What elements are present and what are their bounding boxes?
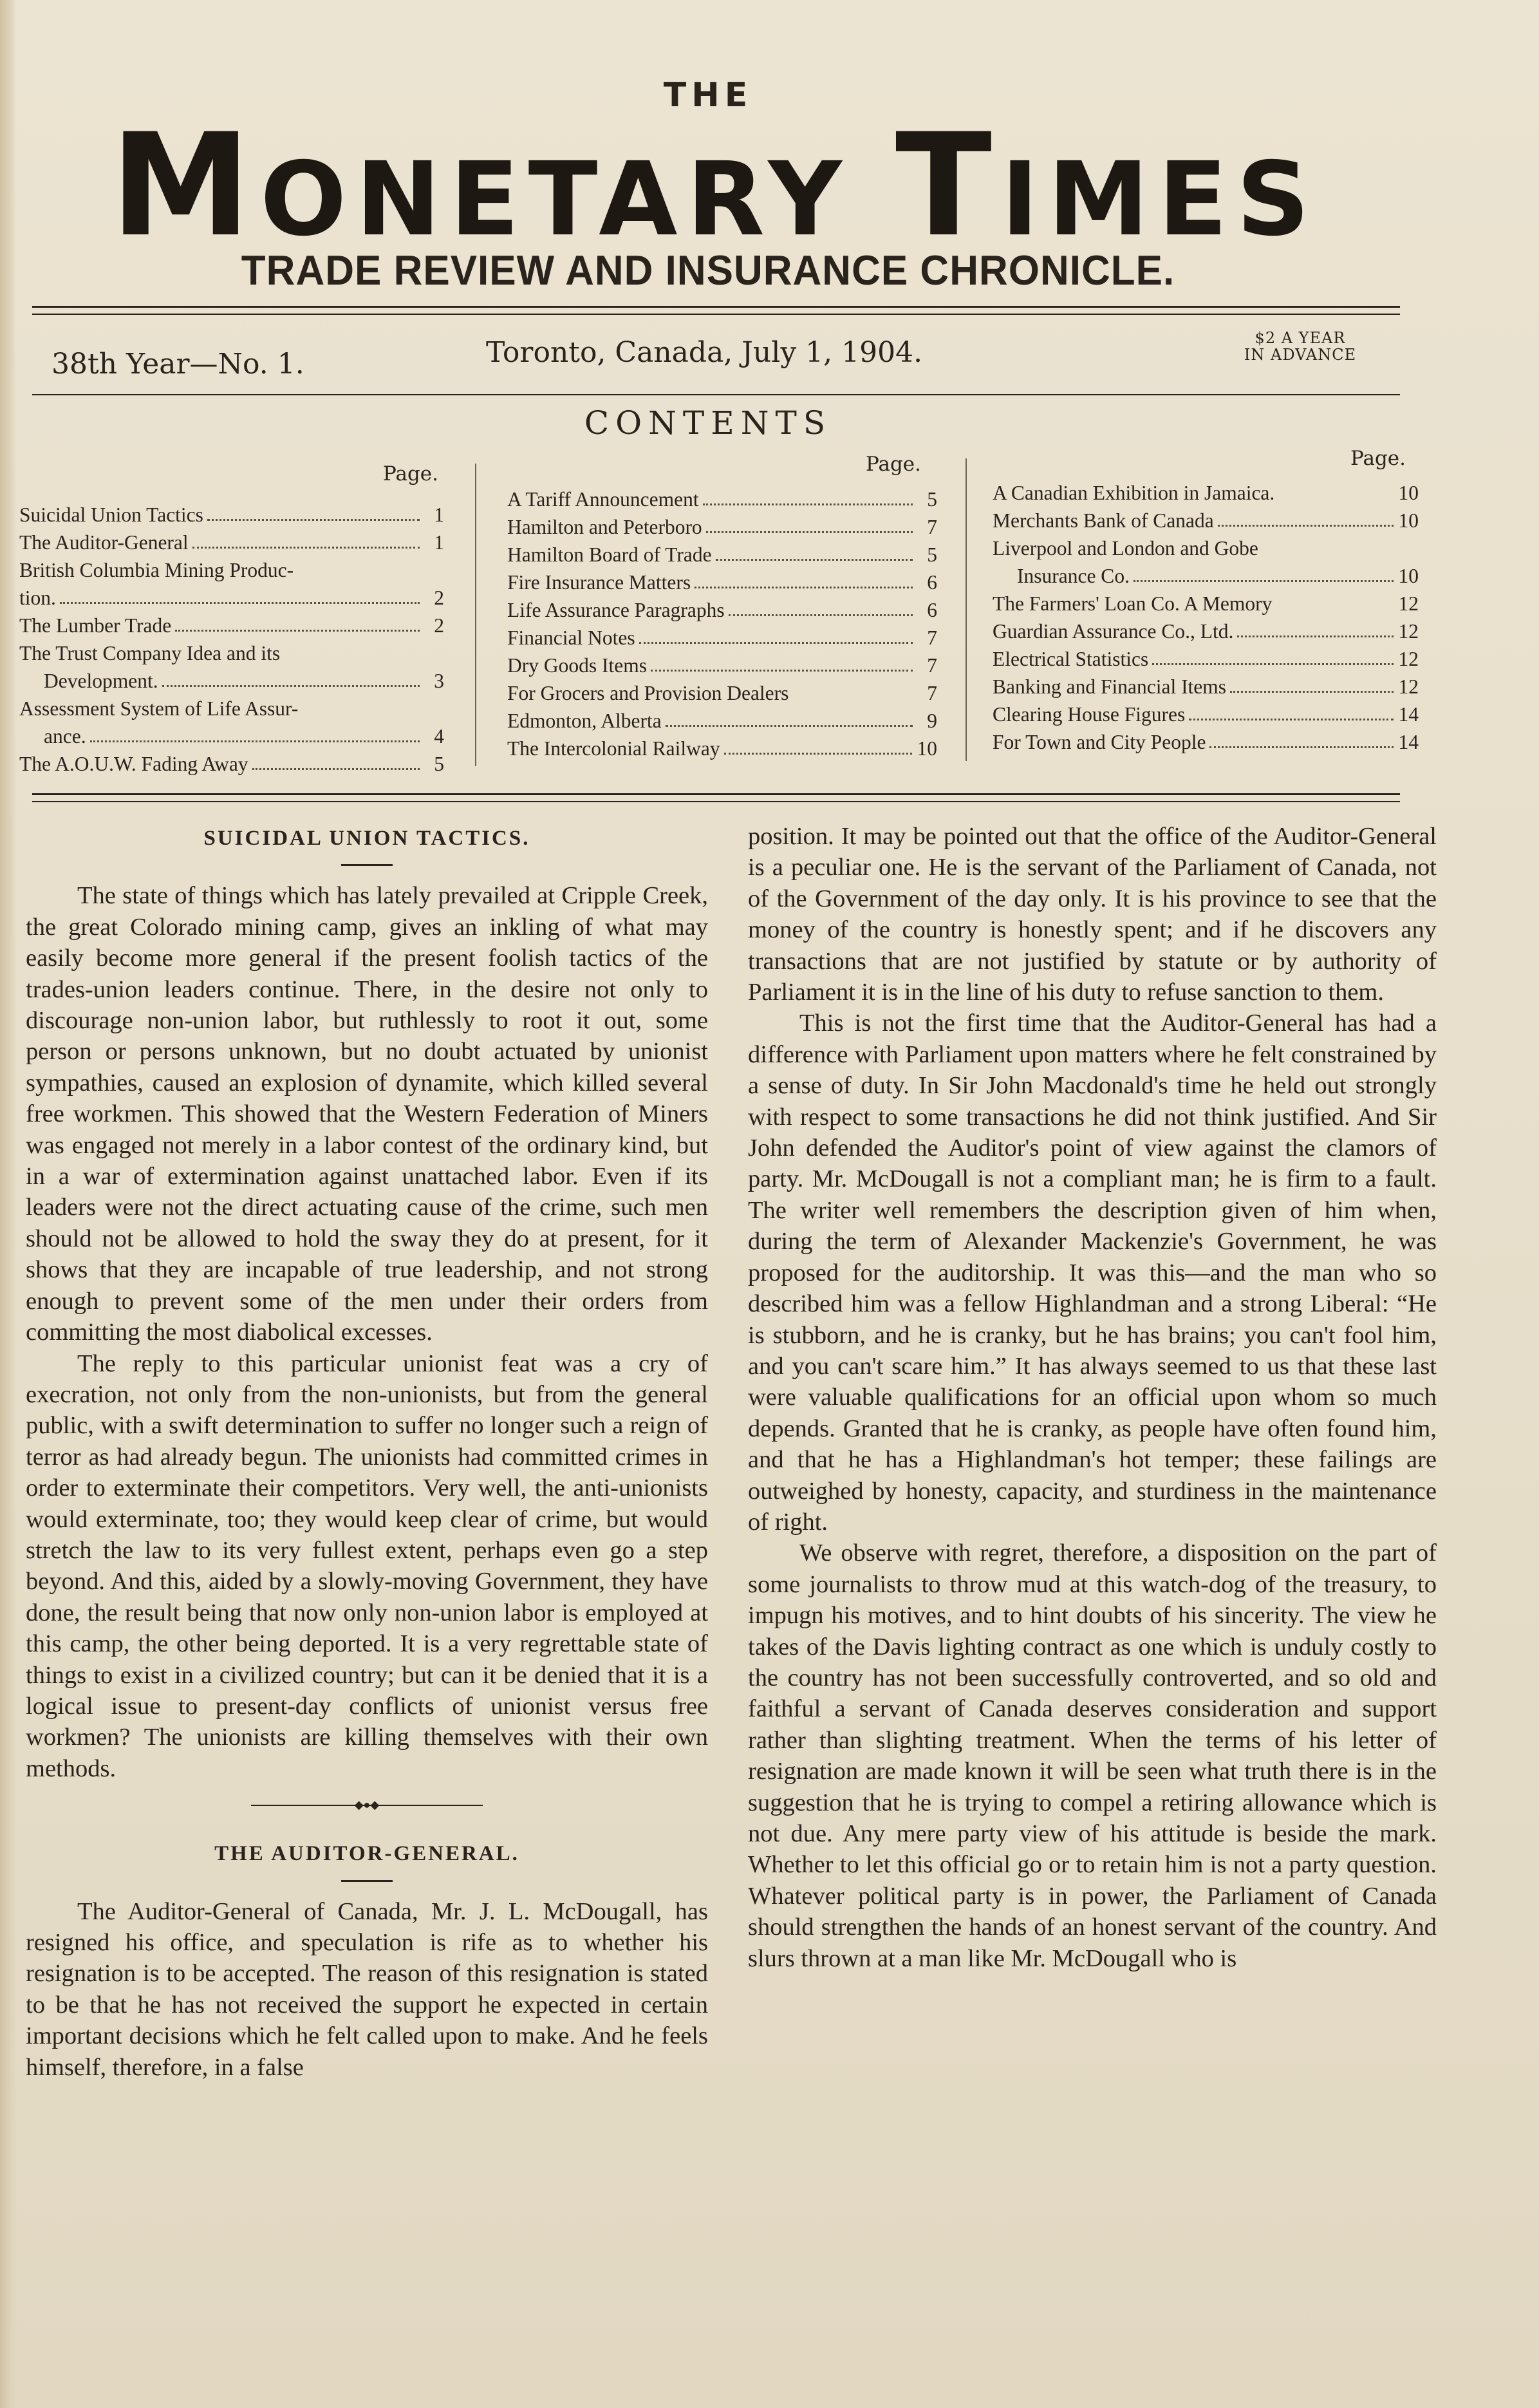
article-heading-auditor-general: THE AUDITOR-GENERAL. <box>214 1842 519 1866</box>
price-line-1: $2 A YEAR <box>1255 329 1346 347</box>
toc-entry[interactable]: Electrical Statistics 12 <box>993 648 1419 670</box>
toc-entry[interactable]: Liverpool and London and Gobe <box>993 537 1258 560</box>
toc-entry[interactable]: The Auditor-General 1 <box>19 531 444 554</box>
article-paragraph: position. It may be pointed out that the office of the Auditor-General is a peculiar one. He is the servant of the Parliament of Canada, not of the Government of the day only. It is his province to see that the money of the country is honestly spent; and if he discovers any transactions that are not justified by statute or by authority of Parliament it is in the line of his duty to refuse sanction to them. <box>748 823 1437 1006</box>
toc-entry[interactable]: The A.O.U.W. Fading Away 5 <box>19 753 444 775</box>
masthead-initial-t: T <box>895 103 1001 268</box>
toc-entry[interactable]: Dry Goods Items 7 <box>507 654 937 677</box>
price-line-2: IN ADVANCE <box>1244 346 1357 364</box>
toc-entry[interactable]: Guardian Assurance Co., Ltd. 12 <box>993 620 1419 643</box>
article-paragraph: The reply to this particular unionist feat was a cry of execration, not only from the non-unionists, but from the general public, with a swift determination to suffer no longer such a reign of terror as had already begun. The unionists had committed crimes in order to exterminate their competitors. Very well, the anti-unionists would exterminate, too; they would keep clear of crime, but would stretch the law to its very fullest extent, perhaps even go a step beyond. And this, aided by a slowly-moving Government, they have done, the result being that now only non-union labor is employed at this camp, the other being deported. It is a very regrettable state of things to exist in a civilized country; but can it be denied that it is a logical issue to present-day conflicts of unionist versus free workmen? The unionists are killing themselves with their own methods. <box>26 1350 708 1782</box>
page-edge <box>0 0 17 2408</box>
toc-entry[interactable]: The Farmers' Loan Co. A Memory 12 <box>993 592 1419 615</box>
article-heading-suicidal-union-tactics: SUICIDAL UNION TACTICS. <box>203 827 530 850</box>
toc-entry[interactable]: The Trust Company Idea and its <box>19 642 281 664</box>
toc-page-header-1: Page. <box>383 462 438 485</box>
toc-entry[interactable]: Life Assurance Paragraphs 6 <box>507 599 937 621</box>
toc-entry[interactable]: Edmonton, Alberta 9 <box>507 710 937 732</box>
contents-rule-bottom <box>32 793 1400 795</box>
toc-entry[interactable]: British Columbia Mining Produc- <box>19 559 294 581</box>
toc-entry[interactable]: Hamilton and Peterboro 7 <box>507 516 937 538</box>
toc-entry[interactable]: Merchants Bank of Canada 10 <box>993 509 1419 532</box>
toc-entry[interactable]: tion. 2 <box>19 587 444 609</box>
masthead-rule-top-thin <box>32 314 1400 315</box>
right-column <box>748 821 1437 1974</box>
issue-number: 38th Year—No. 1. <box>51 348 304 381</box>
article-paragraph: The Auditor-General of Canada, Mr. J. L. McDougall, has resigned his office, and speculation is rife as to whether his resignation is to be accepted. The reason of this resignation is stated to be that he has not received the support he expected in certain important decisions which he felt called upon to make. And he feels himself, therefore, in a false <box>26 1897 708 2081</box>
toc-entry[interactable]: For Grocers and Provision Dealers 7 <box>507 682 937 704</box>
ornament-beads: ◆●◆ <box>354 1798 380 1812</box>
toc-column-3 <box>993 479 1419 756</box>
masthead-rule-top <box>32 306 1400 308</box>
toc-entry[interactable]: Financial Notes 7 <box>507 626 937 649</box>
masthead-word-1: ONETARY <box>260 140 895 259</box>
toc-entry[interactable]: Clearing House Figures 14 <box>993 703 1419 726</box>
toc-page-header-3: Page. <box>1350 447 1406 470</box>
toc-entry[interactable]: For Town and City People 14 <box>993 731 1419 753</box>
toc-page-header-2: Page. <box>866 453 921 476</box>
contents-title: CONTENTS <box>584 404 832 442</box>
toc-entry[interactable]: Assessment System of Life Assur- <box>19 697 299 720</box>
toc-column-1 <box>19 501 444 778</box>
toc-column-2 <box>507 485 937 762</box>
toc-divider-1 <box>475 464 476 766</box>
toc-entry[interactable]: Hamilton Board of Trade 5 <box>507 543 937 566</box>
masthead-title <box>26 103 1403 268</box>
toc-entry[interactable]: The Lumber Trade 2 <box>19 614 444 637</box>
left-column <box>26 823 708 2083</box>
toc-entry[interactable]: Development. 3 <box>44 670 444 692</box>
subscription-price <box>1223 330 1377 364</box>
masthead-word-2: IMES <box>1000 140 1319 259</box>
toc-entry[interactable]: The Intercolonial Railway 10 <box>507 737 937 760</box>
heading-dash <box>341 864 393 866</box>
dateline: Toronto, Canada, July 1, 1904. <box>486 336 923 369</box>
masthead-the: THE <box>663 76 753 115</box>
heading-dash <box>341 1880 393 1882</box>
article-paragraph: This is not the first time that the Auditor-General has had a difference with Parliament upon matters where he felt constrained by a sense of duty. In Sir John Macdonald's time he held out strongly with respect to some transactions he did not think justified. And Sir John defended the Auditor's point of view against the clamors of party. Mr. McDougall is not a compliant man; he is firm to a fault. The writer well remembers the description given of him when, during the term of Alexander Mackenzie's Government, he was proposed for the auditorship. It was this—and the man who so described him was a fellow Highlandman and a strong Liberal: “He is stubborn, and he is cranky, but he has brains; you can't fool him, and you can't scare him.” It has always seemed to us that these last were valuable qualifications for an official upon whom so much depends. Granted that he is cranky, as people have often found him, and that he has a Highlandman's hot temper; these failings are outweighed by honesty, capacity, and sturdiness in the maintenance of right. <box>748 1010 1437 1536</box>
toc-entry[interactable]: ance. 4 <box>44 725 444 748</box>
dateline-rule <box>32 394 1400 395</box>
toc-entry[interactable]: Insurance Co. 10 <box>1017 565 1419 587</box>
masthead-initial-m: M <box>110 103 261 268</box>
masthead-subtitle: TRADE REVIEW AND INSURANCE CHRONICLE. <box>241 247 1175 294</box>
toc-entry[interactable]: Suicidal Union Tactics 1 <box>19 503 444 526</box>
toc-entry[interactable]: Fire Insurance Matters 6 <box>507 571 937 594</box>
toc-entry[interactable]: Banking and Financial Items 12 <box>993 675 1419 698</box>
toc-entry[interactable]: A Canadian Exhibition in Jamaica. 10 <box>993 482 1419 504</box>
article-paragraph: The state of things which has lately prevailed at Cripple Creek, the great Colorado mining camp, gives an inkling of what may easily become more general if the present foolish tactics of the trades-union leaders continue. There, in the desire not only to discourage non-union labor, but ruthlessly to root it out, some person or persons unknown, but no doubt actuated by unionist sympathies, caused an explosion of dynamite, which killed several free workmen. This showed that the Western Federation of Miners was engaged not merely in a labor contest of the ordinary kind, but in a war of extermination against unattached labor. Even if its leaders were not the direct actuating cause of the crime, such men should not be allowed to hold the sway they do at present, for it shows that they are incapable of true leadership, and not strong enough to prevent some of the men under their orders from committing the most diabolical excesses. <box>26 882 708 1346</box>
toc-entry[interactable]: A Tariff Announcement 5 <box>507 488 937 511</box>
article-paragraph: We observe with regret, therefore, a disposition on the part of some journalists to throw mud at this watch-dog of the treasury, to impugn his motives, and to hint doubts of his sincerity. The view he takes of the Davis lighting contract as one which is unduly costly to the country has not been successfully controverted, and so old and faithful a servant of Canada deserves consideration and support rather than slighting treatment. When the terms of his letter of resignation are made known it will be seen what truth there is in the suggestion that he is trying to compel a retiring allowance which is not due. Any mere party view of his attitude is beside the mark. Whether to let this official go or to retain him is not a party question. Whatever political party is in power, the Parliament of Canada should strengthen the hands of an honest servant of the country. And slurs thrown at a man like Mr. McDougall who is <box>748 1539 1437 1972</box>
contents-rule-bottom-thin <box>32 801 1400 802</box>
section-ornament <box>251 1798 483 1812</box>
toc-divider-2 <box>965 458 967 761</box>
